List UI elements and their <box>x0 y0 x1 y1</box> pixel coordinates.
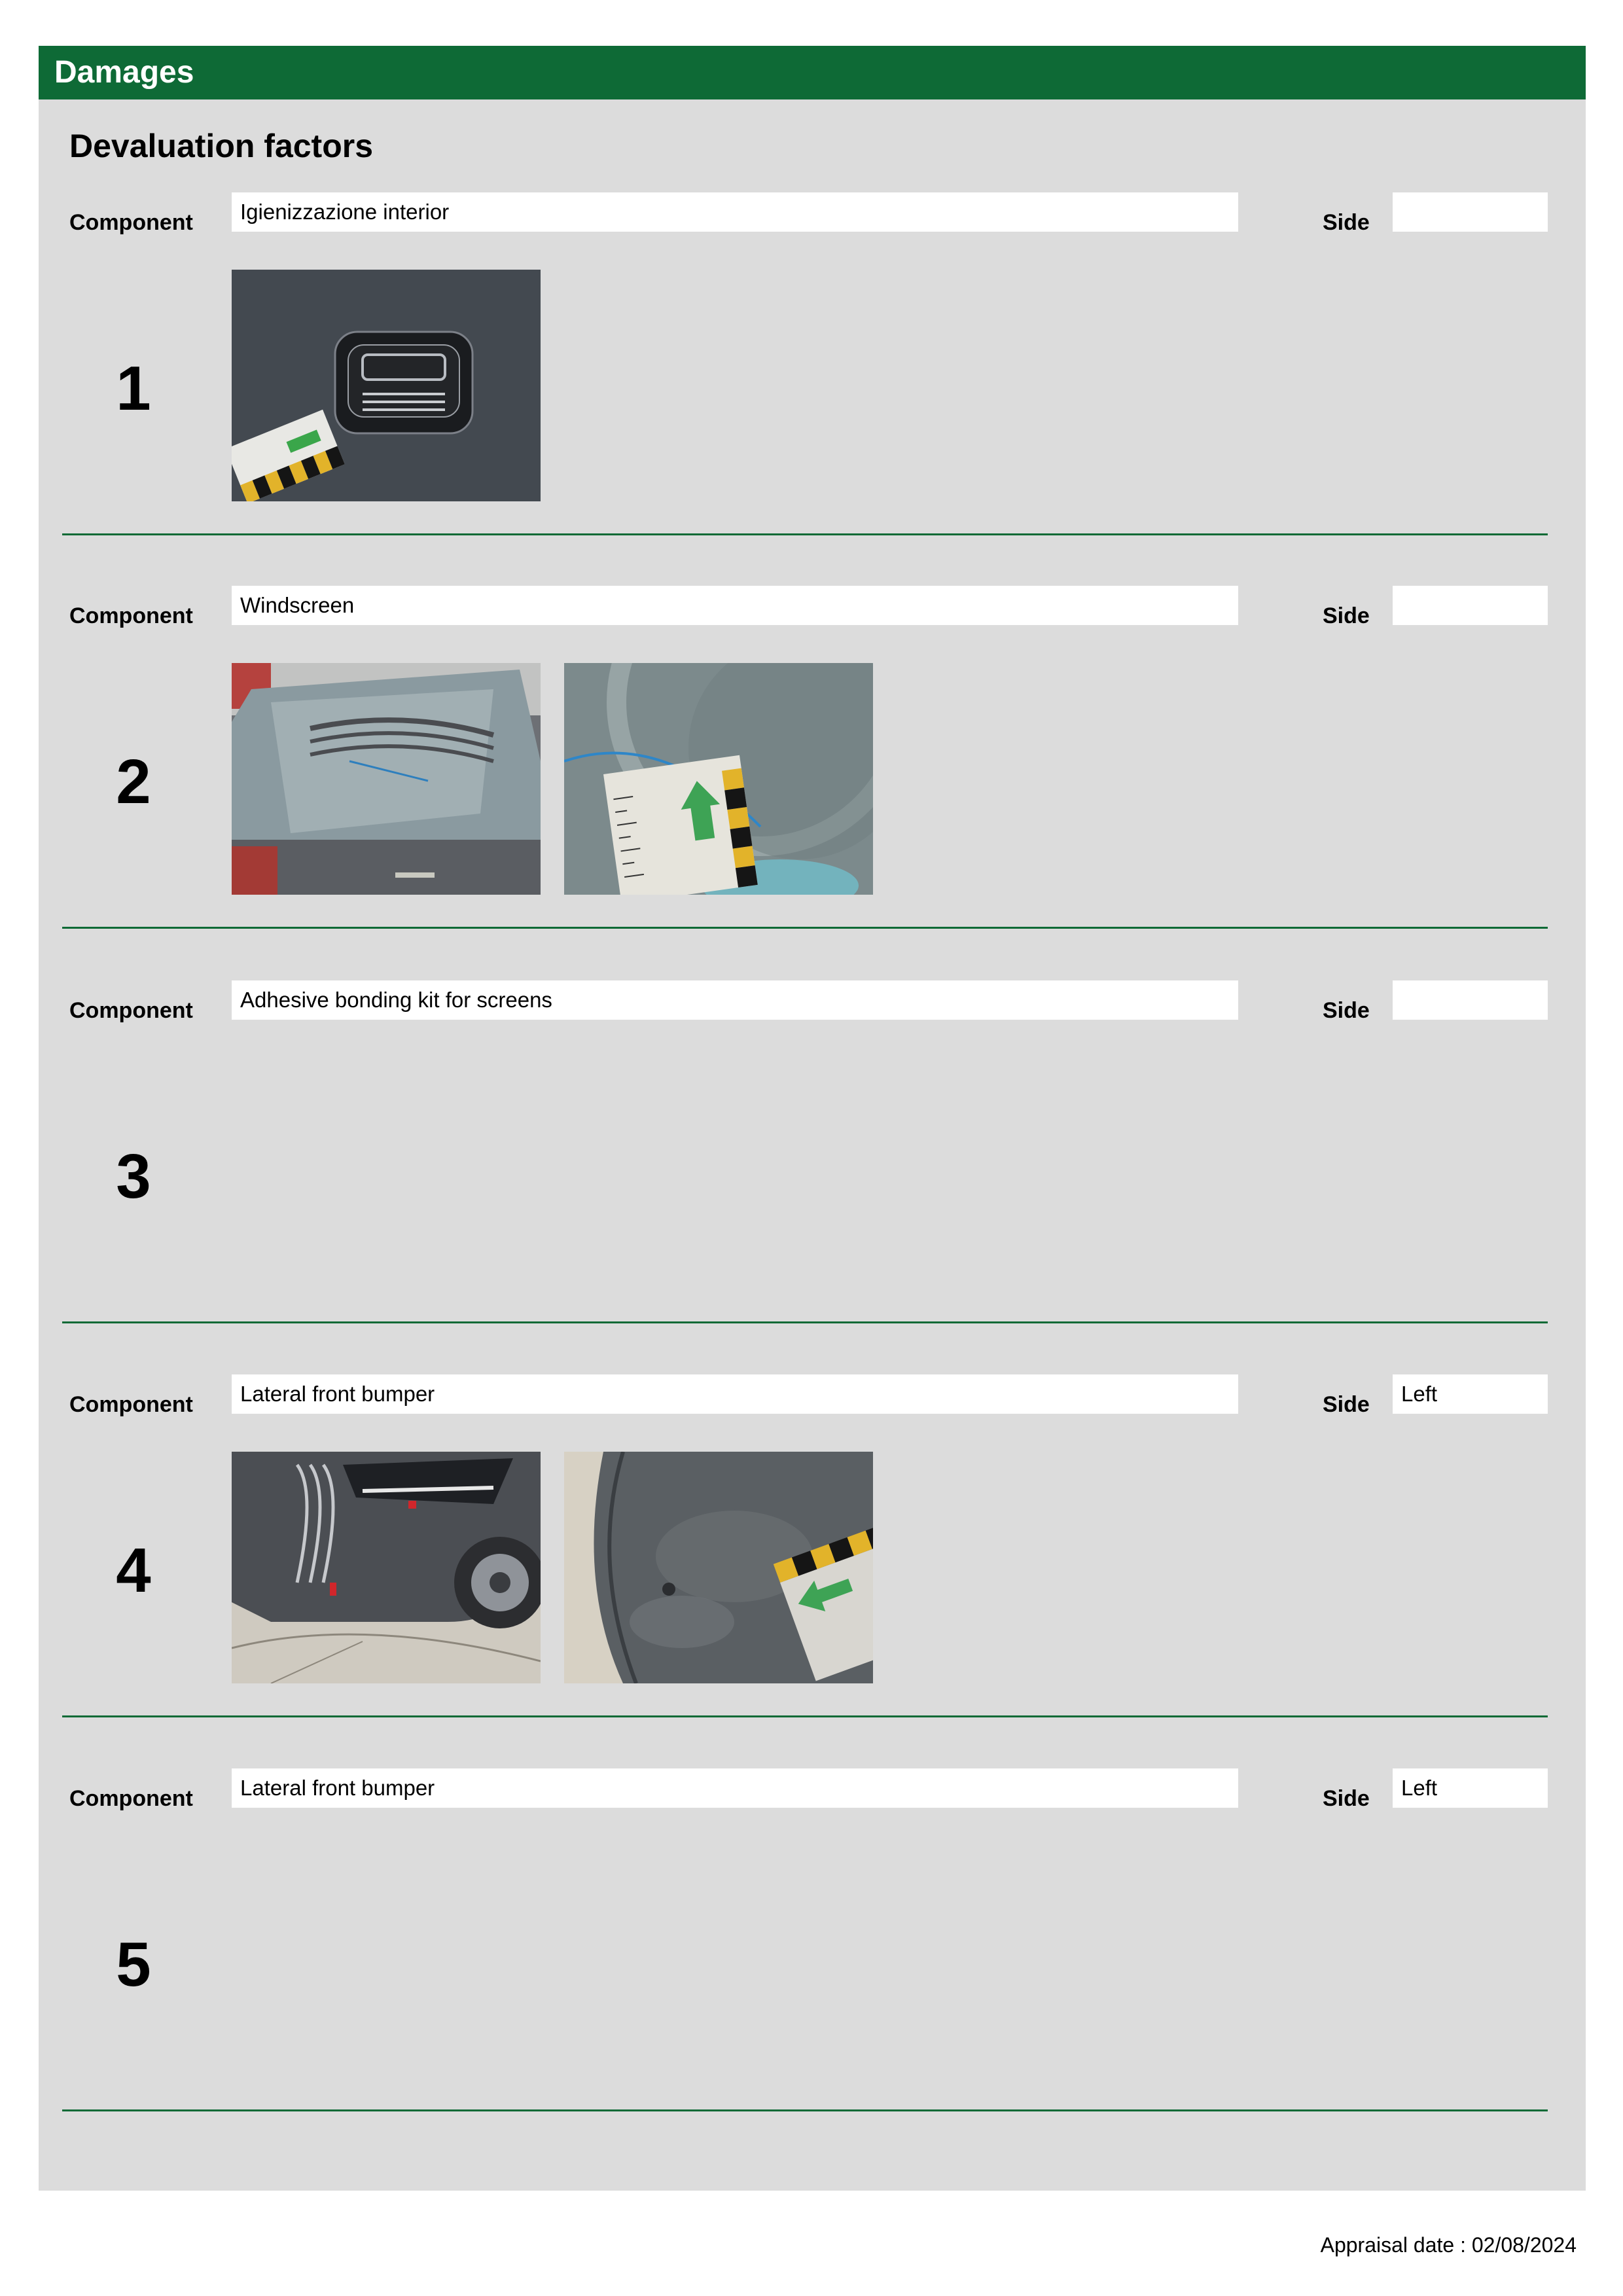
component-label: Component <box>69 1786 193 1811</box>
bumper-overview-photo[interactable] <box>232 1452 541 1683</box>
side-label: Side <box>1323 1392 1370 1417</box>
factor-divider <box>62 2109 1548 2111</box>
factor-number: 2 <box>116 747 151 817</box>
component-field[interactable]: Windscreen <box>232 586 1238 625</box>
component-field[interactable]: Lateral front bumper <box>232 1768 1238 1808</box>
side-field[interactable] <box>1393 980 1548 1020</box>
factor-number: 3 <box>116 1141 151 1211</box>
component-label: Component <box>69 603 193 628</box>
header-title: Damages <box>54 55 194 90</box>
factor-divider <box>62 927 1548 929</box>
factor-divider <box>62 1715 1548 1717</box>
windscreen-overview-photo[interactable] <box>232 663 541 895</box>
appraisal-date: Appraisal date : 02/08/2024 <box>1320 2233 1577 2257</box>
section-title: Devaluation factors <box>69 128 374 164</box>
side-label: Side <box>1323 603 1370 628</box>
factor-5 <box>39 1768 1586 2163</box>
windscreen-ruler-closeup-photo[interactable] <box>564 663 873 895</box>
component-field[interactable]: Igienizzazione interior <box>232 192 1238 232</box>
devaluation-panel <box>39 99 1586 2191</box>
factor-2 <box>39 586 1586 980</box>
factor-4 <box>39 1374 1586 1769</box>
side-label: Side <box>1323 210 1370 235</box>
component-label: Component <box>69 210 193 235</box>
side-field[interactable]: Left <box>1393 1374 1548 1414</box>
side-label: Side <box>1323 998 1370 1023</box>
factor-1 <box>39 192 1586 587</box>
factor-number: 4 <box>116 1535 151 1605</box>
factor-3 <box>39 980 1586 1375</box>
damages-header <box>39 46 1586 99</box>
side-field[interactable] <box>1393 586 1548 625</box>
component-field[interactable]: Lateral front bumper <box>232 1374 1238 1414</box>
component-field[interactable]: Adhesive bonding kit for screens <box>232 980 1238 1020</box>
bumper-ruler-closeup-photo[interactable] <box>564 1452 873 1683</box>
side-label: Side <box>1323 1786 1370 1811</box>
factor-number: 5 <box>116 1929 151 2000</box>
factor-number: 1 <box>116 353 151 423</box>
carpet-trim-photo[interactable] <box>232 270 541 501</box>
factor-divider <box>62 533 1548 535</box>
component-label: Component <box>69 1392 193 1417</box>
component-label: Component <box>69 998 193 1023</box>
side-field[interactable] <box>1393 192 1548 232</box>
side-field[interactable]: Left <box>1393 1768 1548 1808</box>
factor-divider <box>62 1321 1548 1323</box>
